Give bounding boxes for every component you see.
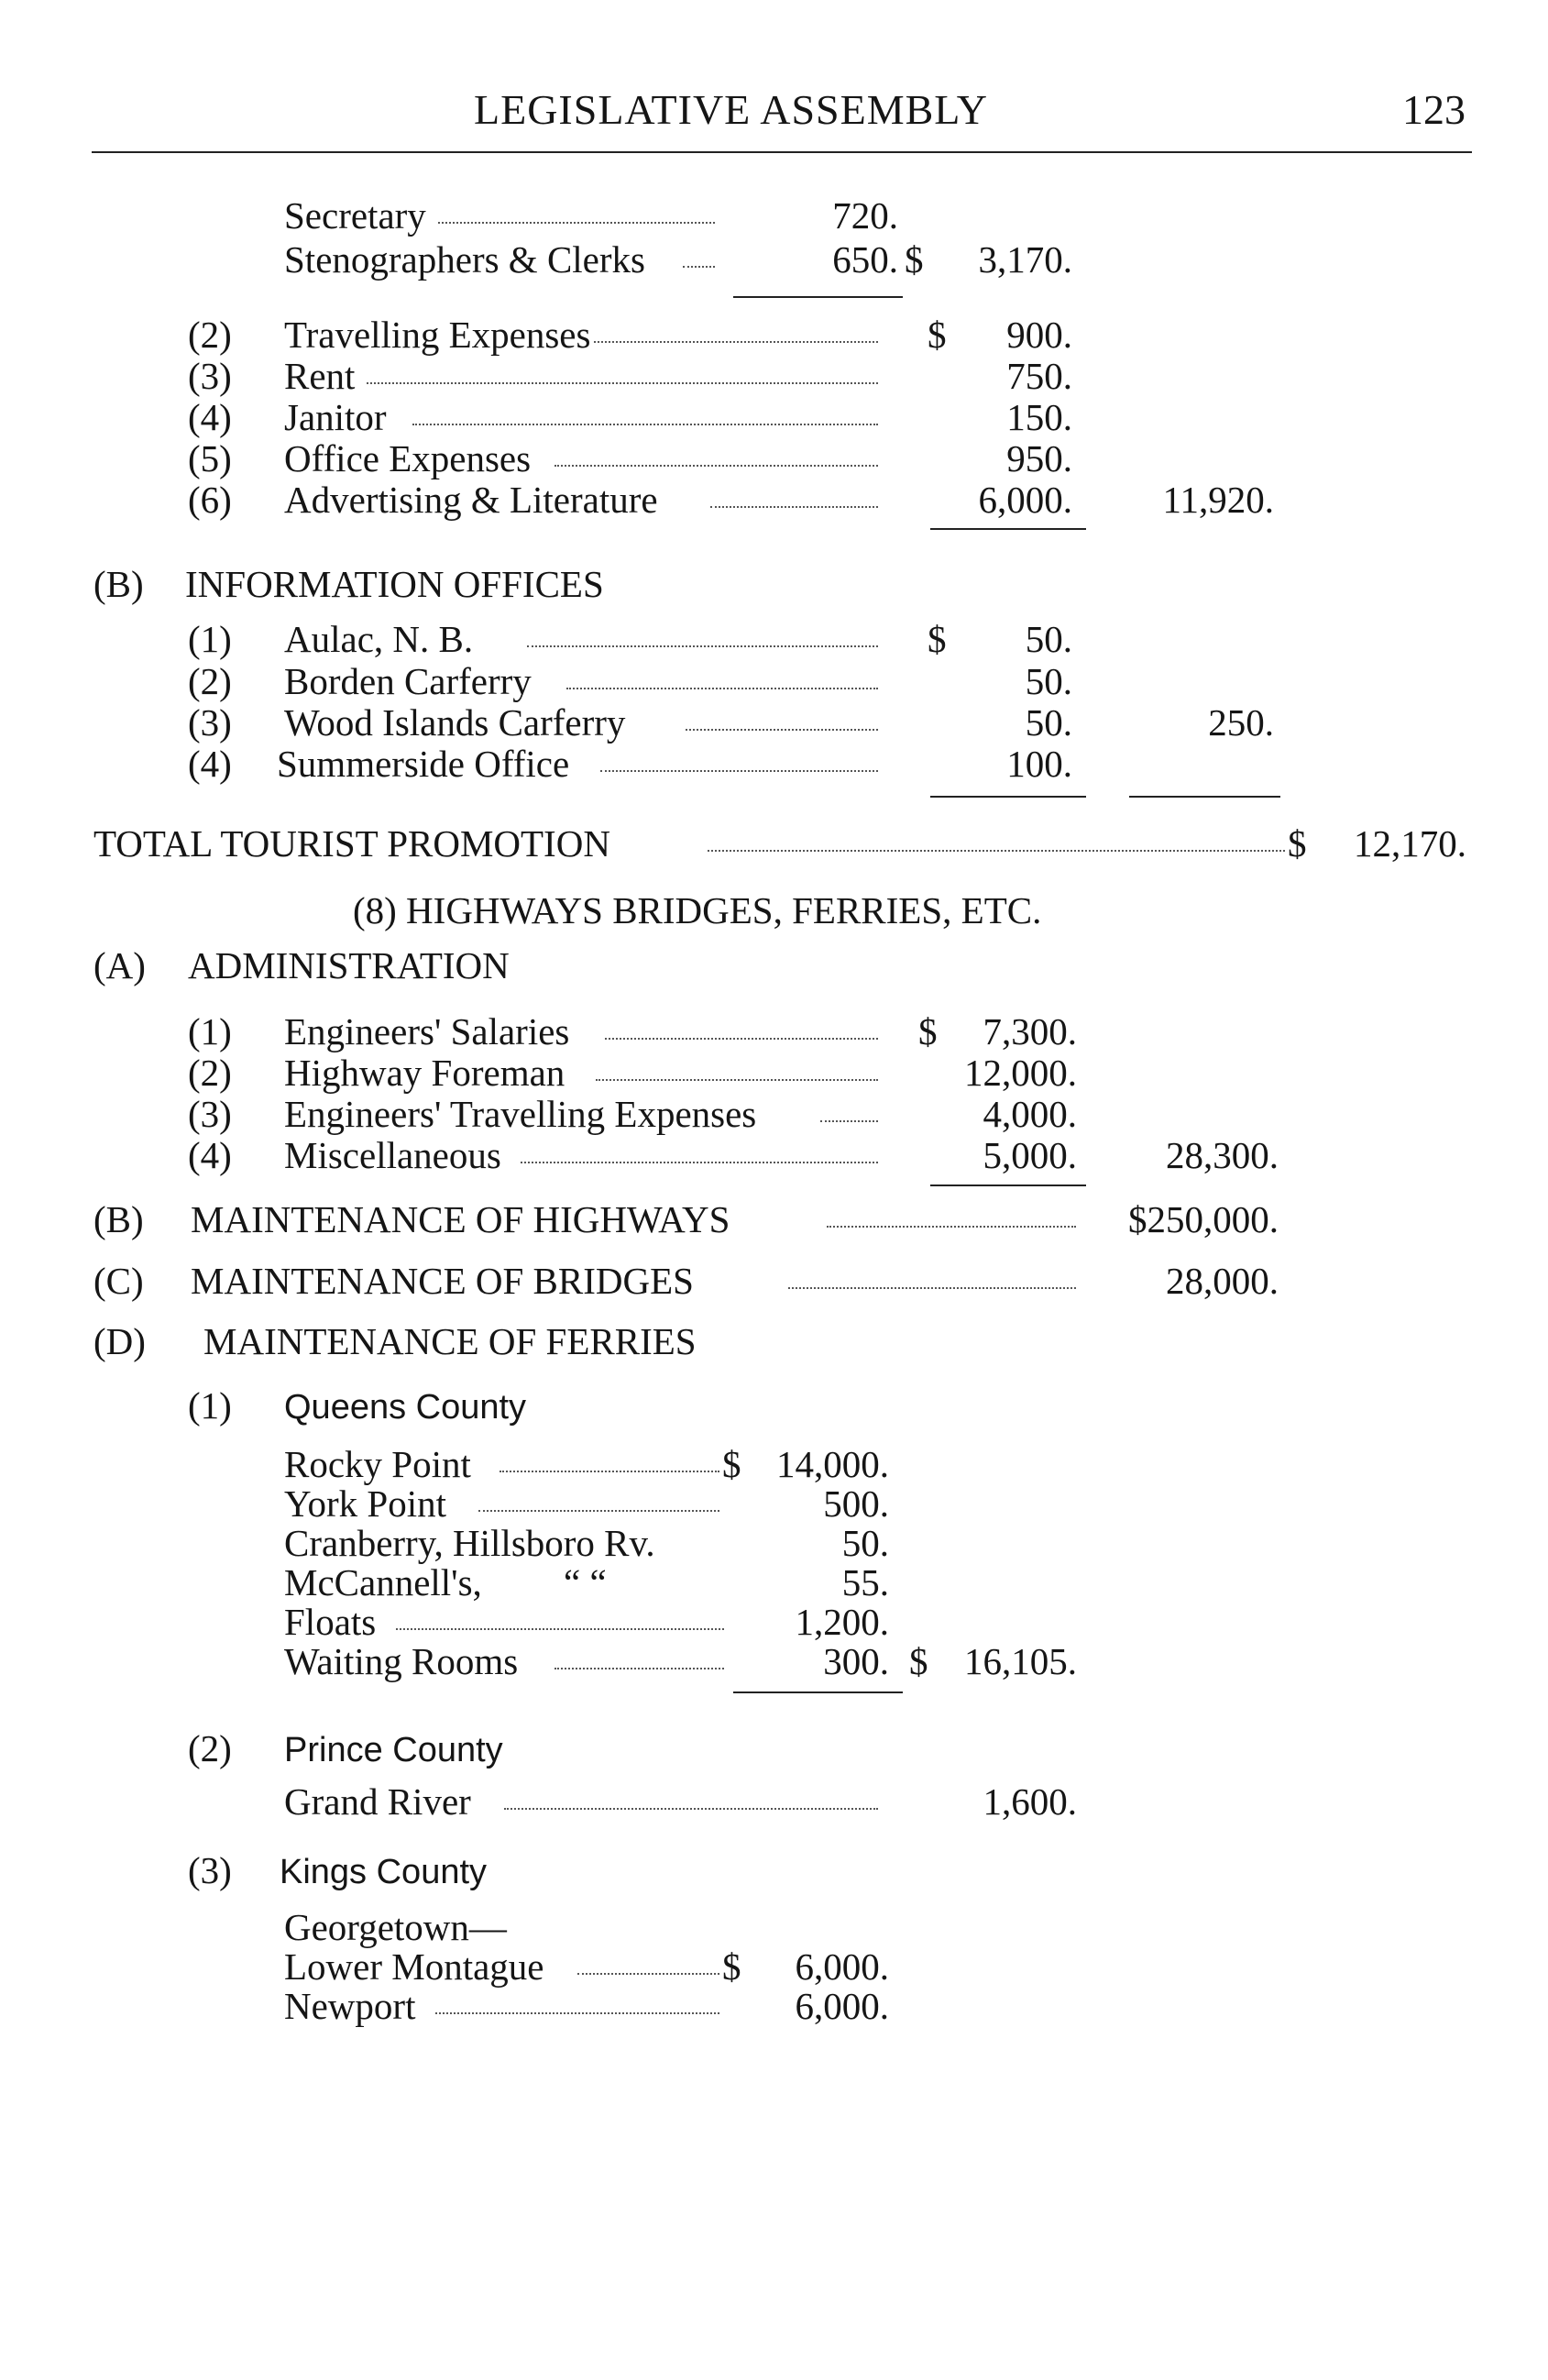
item-number: (4): [188, 396, 232, 438]
dollar-sign: $: [909, 1640, 928, 1682]
line-item-label: Office Expenses: [284, 437, 532, 479]
line-item-label: Summerside Office: [277, 743, 570, 785]
dot-leader: [478, 1510, 719, 1512]
section-heading: INFORMATION OFFICES: [185, 563, 604, 605]
dot-leader: [554, 1668, 724, 1669]
dot-leader: [527, 645, 878, 647]
ferry-amount: 50.: [841, 1522, 889, 1564]
dot-leader: [504, 1808, 878, 1810]
dot-leader: [710, 506, 878, 508]
dot-leader: [708, 850, 1285, 852]
dot-leader: [600, 770, 878, 772]
line-item-label: Janitor: [284, 396, 387, 438]
line-item-amount: 4,000.: [983, 1093, 1077, 1135]
dollar-sign: $: [905, 238, 924, 281]
line-item-label: Aulac, N. B.: [284, 618, 474, 660]
line-item-label: Engineers' Travelling Expenses: [284, 1093, 757, 1135]
item-number: (3): [188, 1093, 232, 1135]
subtotal-amount: 3,170.: [978, 238, 1072, 281]
dollar-sign: $: [722, 1443, 741, 1485]
line-item-amount: 900.: [1006, 314, 1072, 356]
ferry-label: Lower Montague: [284, 1945, 544, 1988]
line-item-label: Engineers' Salaries: [284, 1010, 570, 1052]
line-item-label: Wood Islands Carferry: [284, 701, 626, 744]
subtotal-rule: [733, 1691, 903, 1693]
page-title: LEGISLATIVE ASSEMBLY: [474, 86, 989, 133]
line-item-label: Stenographers & Clerks: [284, 238, 645, 281]
ferry-amount: 6,000.: [795, 1945, 889, 1988]
section-heading: ADMINISTRATION: [188, 944, 510, 986]
section-amount: $250,000.: [1128, 1198, 1279, 1240]
dot-leader: [367, 382, 878, 384]
dot-leader: [594, 341, 878, 343]
section-total: 11,920.: [1162, 479, 1274, 521]
dollar-sign: $: [928, 618, 947, 660]
item-number: (3): [188, 1849, 232, 1891]
item-number: (3): [188, 355, 232, 397]
ferry-amount: 500.: [823, 1482, 889, 1525]
dot-leader: [554, 465, 878, 467]
subtotal-rule: [930, 528, 1086, 530]
county-heading: Prince County: [284, 1731, 503, 1769]
section-heading: MAINTENANCE OF BRIDGES: [191, 1260, 694, 1302]
dollar-sign: $: [1288, 822, 1307, 865]
item-number: (2): [188, 660, 232, 702]
header-rule: [92, 151, 1472, 153]
item-number: (2): [188, 1052, 232, 1094]
dot-leader: [683, 266, 715, 268]
dot-leader: [438, 222, 715, 224]
line-item-amount: 950.: [1006, 437, 1072, 479]
ferry-label: Cranberry, Hillsboro Rv.: [284, 1522, 655, 1564]
dot-leader: [686, 729, 878, 731]
ferry-label: York Point: [284, 1482, 446, 1525]
dot-leader: [577, 1973, 719, 1975]
dot-leader: [827, 1226, 1076, 1228]
line-item-label: Travelling Expenses: [284, 314, 591, 356]
item-number: (1): [188, 1384, 232, 1427]
item-number: (4): [188, 743, 232, 785]
section-total: 250.: [1208, 701, 1274, 744]
dot-leader: [596, 1079, 878, 1081]
ferry-amount: 1,600.: [983, 1780, 1077, 1823]
dot-leader: [820, 1120, 878, 1122]
line-item-amount: 50.: [1025, 701, 1072, 744]
section-code: (B): [93, 563, 144, 605]
dot-leader: [412, 424, 878, 425]
dot-leader: [605, 1038, 878, 1040]
county-heading: Kings County: [280, 1853, 488, 1891]
section-code: (C): [93, 1260, 144, 1302]
item-number: (1): [188, 618, 232, 660]
line-item-amount: 5,000.: [983, 1134, 1077, 1176]
ferry-amount: 300.: [823, 1640, 889, 1682]
item-number: (2): [188, 314, 232, 356]
section-total: 28,300.: [1166, 1134, 1279, 1176]
line-item-amount: 6,000.: [978, 479, 1072, 521]
item-number: (1): [188, 1010, 232, 1052]
line-item-label: Advertising & Literature: [284, 479, 658, 521]
ferry-label: McCannell's,: [284, 1561, 482, 1603]
line-item-label: Miscellaneous: [284, 1134, 501, 1176]
ferry-amount: 55.: [841, 1561, 889, 1603]
dollar-sign: $: [928, 314, 947, 356]
ferry-label: Waiting Rooms: [284, 1640, 519, 1682]
section-code: (B): [93, 1198, 144, 1240]
dollar-sign: $: [722, 1945, 741, 1988]
ferry-amount: 6,000.: [795, 1985, 889, 2027]
ferry-label: Rocky Point: [284, 1443, 471, 1485]
item-number: (4): [188, 1134, 232, 1176]
dot-leader: [396, 1628, 724, 1630]
section-heading: MAINTENANCE OF FERRIES: [203, 1320, 697, 1362]
dot-leader: [521, 1162, 878, 1163]
total-rule: [1129, 796, 1280, 798]
line-item-amount: 720.: [832, 194, 898, 237]
item-number: (2): [188, 1727, 232, 1769]
item-number: (3): [188, 701, 232, 744]
dot-leader: [500, 1471, 719, 1472]
grand-total-label: TOTAL TOURIST PROMOTION: [93, 822, 610, 865]
subtotal-rule: [733, 296, 903, 298]
ferry-amount: 1,200.: [795, 1601, 889, 1643]
subtotal-rule: [930, 1184, 1086, 1186]
ditto-marks: “ “: [564, 1561, 607, 1603]
county-heading: Queens County: [284, 1388, 527, 1427]
line-item-label: Secretary: [284, 194, 426, 237]
ferry-label: Newport: [284, 1985, 416, 2027]
line-item-amount: 7,300.: [983, 1010, 1077, 1052]
line-item-amount: 150.: [1006, 396, 1072, 438]
line-item-amount: 650.: [832, 238, 898, 281]
line-item-amount: 750.: [1006, 355, 1072, 397]
line-item-amount: 100.: [1006, 743, 1072, 785]
item-number: (6): [188, 479, 232, 521]
line-item-label: Rent: [284, 355, 356, 397]
line-item-label: Borden Carferry: [284, 660, 532, 702]
dot-leader: [788, 1287, 1076, 1289]
line-item-amount: 50.: [1025, 618, 1072, 660]
section-amount: 28,000.: [1166, 1260, 1279, 1302]
county-subtotal: 16,105.: [964, 1640, 1077, 1682]
ferry-amount: 14,000.: [776, 1443, 889, 1485]
subtotal-rule: [930, 796, 1086, 798]
line-item-amount: 50.: [1025, 660, 1072, 702]
ferry-label: Floats: [284, 1601, 377, 1643]
page-number: 123: [1402, 86, 1466, 133]
grand-total-amount: 12,170.: [1354, 822, 1466, 865]
dot-leader: [435, 2012, 719, 2014]
chapter-heading: (8) HIGHWAYS BRIDGES, FERRIES, ETC.: [353, 889, 1042, 931]
section-code: (A): [93, 944, 146, 986]
line-item-amount: 12,000.: [964, 1052, 1077, 1094]
ferry-label: Grand River: [284, 1780, 471, 1823]
dot-leader: [566, 688, 878, 689]
ferry-label: Georgetown—: [284, 1906, 507, 1948]
section-heading: MAINTENANCE OF HIGHWAYS: [191, 1198, 730, 1240]
line-item-label: Highway Foreman: [284, 1052, 565, 1094]
dollar-sign: $: [918, 1010, 938, 1052]
item-number: (5): [188, 437, 232, 479]
section-code: (D): [93, 1320, 146, 1362]
